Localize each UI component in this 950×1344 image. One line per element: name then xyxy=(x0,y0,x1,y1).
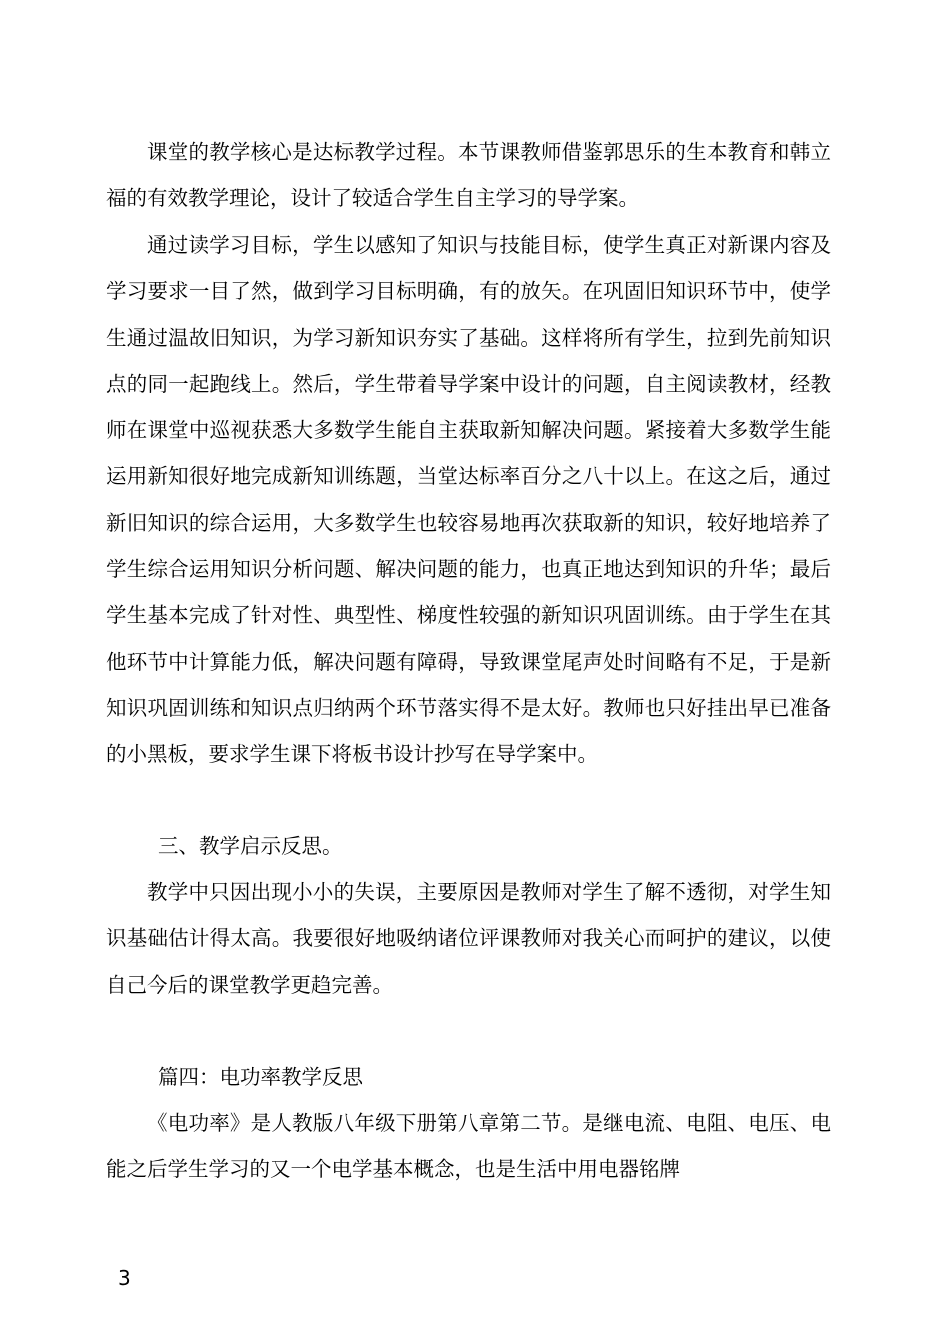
page-number: 3 xyxy=(118,1266,131,1290)
paragraph-electric-power-intro: 《电功率》是人教版八年级下册第八章第二节。是继电流、电阻、电压、电能之后学生学习的又一个电学基本概念，也是生活中用电器铭牌 xyxy=(106,1111,831,1182)
section-heading: 三、教学启示反思。 xyxy=(158,834,343,858)
paragraph-core-process: 课堂的教学核心是达标教学过程。本节课教师借鉴郭思乐的生本教育和韩立福的有效教学理论，设计了较适合学生自主学习的导学案。 xyxy=(106,140,831,211)
paragraph-reflection: 教学中只因出现小小的失误，主要原因是教师对学生了解不透彻，对学生知识基础估计得太高。我要很好地吸纳诸位评课教师对我关心而呵护的建议，以使自己今后的课堂教学更趋完善。 xyxy=(106,880,831,997)
paragraph-learning-process: 通过读学习目标，学生以感知了知识与技能目标，使学生真正对新课内容及学习要求一目了然，做到学习目标明确，有的放矢。在巩固旧知识环节中，使学生通过温故旧知识，为学习新知识夯实了基础。这样将所有学生，拉到先前知识点的同一起跑线上。然后，学生带着导学案中设计的问题，自主阅读教材，经教师在课堂中巡视获悉大多数学生能自主获取新知解决问题。紧接着大多数学生能运用新知很好地完成新知训练题，当堂达标率百分之八十以上。在这之后，通过新旧知识的综合运用，大多数学生也较容易地再次获取新的知识，较好地培养了学生综合运用知识分析问题、解决问题的能力，也真正地达到知识的升华；最后学生基本完成了针对性、典型性、梯度性较强的新知识巩固训练。由于学生在其他环节中计算能力低，解决问题有障碍，导致课堂尾声处时间略有不足，于是新知识巩固训练和知识点归纳两个环节落实得不是太好。教师也只好挂出早已准备的小黑板，要求学生课下将板书设计抄写在导学案中。 xyxy=(106,233,831,767)
chapter-heading: 篇四：电功率教学反思 xyxy=(158,1065,363,1089)
